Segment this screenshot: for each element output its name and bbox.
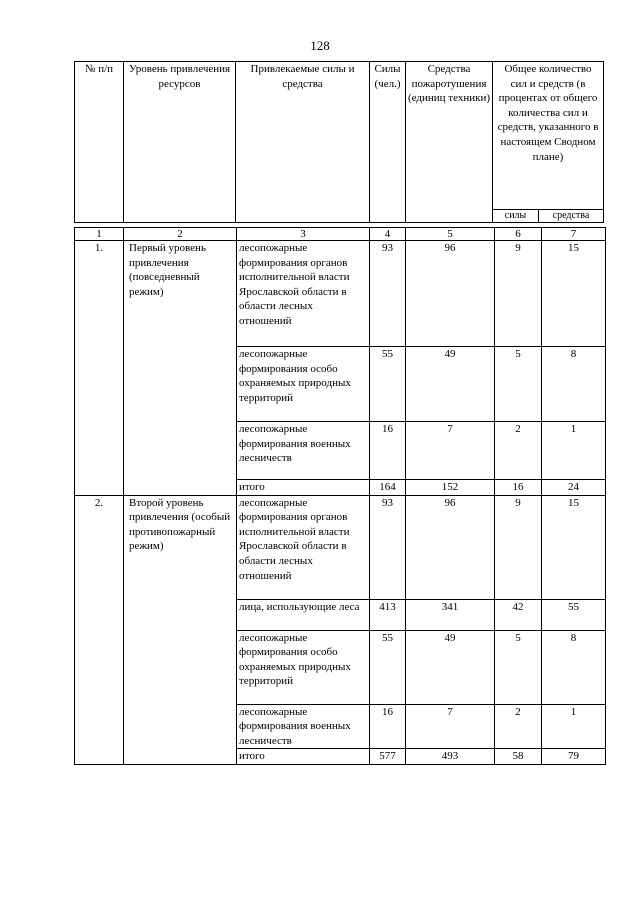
column-number: 7 (542, 228, 606, 241)
equipment-cell: 7 (406, 704, 495, 749)
table-header (74, 61, 604, 223)
equipment-cell: 152 (406, 480, 495, 496)
row-number: 1. (75, 241, 124, 496)
header-equipment: Средства пожаротушения (единиц техники) (406, 62, 493, 223)
column-numbers-row (75, 228, 606, 241)
personnel-cell: 577 (370, 749, 406, 765)
equipment-cell: 96 (406, 241, 495, 347)
percent-means-cell: 8 (542, 347, 606, 422)
personnel-cell: 55 (370, 347, 406, 422)
equipment-cell: 493 (406, 749, 495, 765)
personnel-cell: 164 (370, 480, 406, 496)
percent-means-cell: 55 (542, 599, 606, 630)
header-total-percent: Общее количество сил и средств (в процентах от общего количества сил и средств, указанного в настоящем Сводном плане) (493, 62, 604, 210)
equipment-cell: 49 (406, 347, 495, 422)
column-number: 1 (75, 228, 124, 241)
header-sub-means: средства (539, 210, 604, 223)
column-number: 4 (370, 228, 406, 241)
personnel-cell: 16 (370, 704, 406, 749)
percent-forces-cell: 9 (495, 495, 542, 599)
row-number: 2. (75, 495, 124, 764)
forces-cell: лица, использующие леса (237, 599, 370, 630)
equipment-cell: 96 (406, 495, 495, 599)
percent-forces-cell: 5 (495, 630, 542, 704)
forces-cell: лесопожарные формирования особо охраняемых природных территорий (237, 347, 370, 422)
equipment-cell: 7 (406, 422, 495, 480)
resource-level: Второй уровень привлечения (особый противопожарный режим) (124, 495, 237, 764)
equipment-cell: 341 (406, 599, 495, 630)
column-number: 6 (495, 228, 542, 241)
percent-means-cell: 79 (542, 749, 606, 765)
table-row (75, 241, 606, 347)
header-personnel: Силы (чел.) (370, 62, 406, 223)
percent-means-cell: 15 (542, 241, 606, 347)
personnel-cell: 16 (370, 422, 406, 480)
percent-forces-cell: 42 (495, 599, 542, 630)
forces-cell: итого (237, 480, 370, 496)
forces-cell: лесопожарные формирования особо охраняемых природных территорий (237, 630, 370, 704)
resource-level: Первый уровень привлечения (повседневный режим) (124, 241, 237, 496)
personnel-cell: 93 (370, 495, 406, 599)
percent-means-cell: 24 (542, 480, 606, 496)
column-number: 2 (124, 228, 237, 241)
header-level: Уровень привлечения ресурсов (124, 62, 236, 223)
percent-forces-cell: 2 (495, 422, 542, 480)
percent-forces-cell: 9 (495, 241, 542, 347)
column-number: 3 (237, 228, 370, 241)
header-sub-forces: силы (493, 210, 539, 223)
percent-means-cell: 15 (542, 495, 606, 599)
page-number: 128 (310, 38, 330, 53)
equipment-cell: 49 (406, 630, 495, 704)
percent-means-cell: 8 (542, 630, 606, 704)
table-body (74, 227, 606, 765)
forces-cell: лесопожарные формирования военных лесничеств (237, 422, 370, 480)
percent-forces-cell: 16 (495, 480, 542, 496)
personnel-cell: 93 (370, 241, 406, 347)
percent-forces-cell: 2 (495, 704, 542, 749)
column-number: 5 (406, 228, 495, 241)
percent-forces-cell: 5 (495, 347, 542, 422)
forces-cell: лесопожарные формирования органов исполнительной власти Ярославской области в области лесных отношений (237, 495, 370, 599)
header-forces: Привлекаемые силы и средства (236, 62, 370, 223)
personnel-cell: 55 (370, 630, 406, 704)
personnel-cell: 413 (370, 599, 406, 630)
forces-cell: итого (237, 749, 370, 765)
forces-cell: лесопожарные формирования военных лесничеств (237, 704, 370, 749)
forces-cell: лесопожарные формирования органов исполнительной власти Ярославской области в области лесных отношений (237, 241, 370, 347)
percent-forces-cell: 58 (495, 749, 542, 765)
table-row (75, 495, 606, 599)
percent-means-cell: 1 (542, 422, 606, 480)
percent-means-cell: 1 (542, 704, 606, 749)
header-no: № п/п (75, 62, 124, 223)
